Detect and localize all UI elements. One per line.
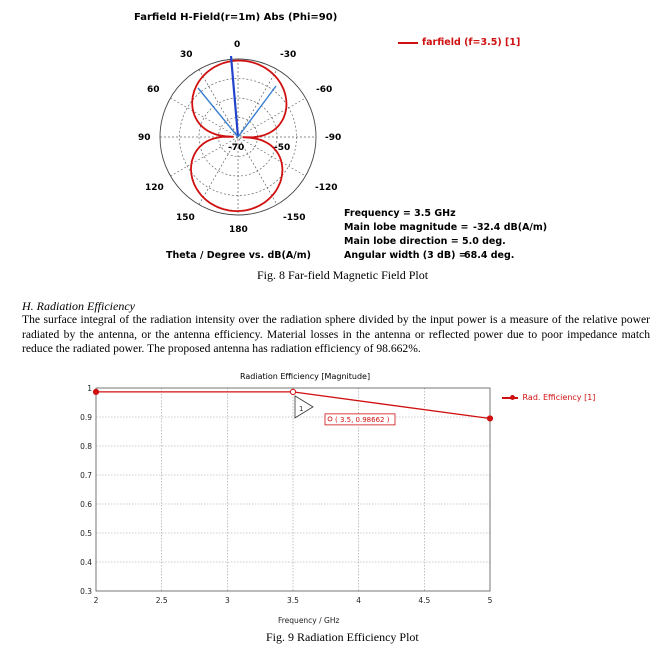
y-tick-0.6: 0.6	[80, 500, 92, 509]
y-tick-0.4: 0.4	[80, 558, 92, 567]
chart-title: Radiation Efficiency [Magnitude]	[240, 372, 371, 381]
beamwidth-line-right	[238, 86, 276, 137]
section-heading: H. Radiation Efficiency	[22, 299, 135, 313]
angle-0: 0	[234, 40, 241, 50]
ring-label-neg50: -50	[274, 143, 291, 153]
x-tick-3.5: 3.5	[287, 596, 299, 605]
y-tick-0.7: 0.7	[80, 471, 92, 480]
info-main-lobe-mag-label: Main lobe magnitude =	[344, 222, 469, 233]
angle-60: 60	[147, 85, 160, 95]
x-tick-4: 4	[356, 596, 362, 605]
info-frequency: Frequency = 3.5 GHz	[344, 208, 456, 219]
angle-neg30: -30	[280, 50, 297, 60]
info-main-lobe-dir-value: 5.0 deg.	[462, 236, 506, 247]
angle-120: 120	[145, 183, 164, 193]
angle-neg150: -150	[283, 213, 306, 223]
x-tick-5: 5	[487, 596, 493, 605]
marker-text: ( 3.5, 0.98662 )	[335, 415, 390, 424]
chart-xlabel: Frequency / GHz	[278, 616, 340, 625]
x-tick-2.5: 2.5	[155, 596, 168, 605]
marker-number: 1	[299, 404, 304, 413]
angle-neg90: -90	[325, 133, 342, 143]
angle-150: 150	[176, 213, 195, 223]
info-angular-width-value: 68.4 deg.	[464, 250, 515, 261]
legend-marker-icon	[510, 395, 515, 400]
beamwidth-line-left	[198, 88, 238, 137]
angle-90: 90	[138, 133, 151, 143]
angle-neg60: -60	[316, 85, 333, 95]
section-paragraph: The surface integral of the radiation intensity over the radiation sphere divided by the input power is a measure of the relative power radiated by the antenna, or the antenna efficiency. Material losses in the antenna or reflected power due to poor impedance match reduce the radiated power. The proposed antenna has radiation efficiency of 98.662%.	[22, 313, 650, 356]
x-tick-2: 2	[93, 596, 99, 605]
data-point-0	[93, 389, 98, 394]
polar-plot-title: Farfield H-Field(r=1m) Abs (Phi=90)	[134, 12, 338, 23]
series-line-0	[96, 392, 490, 419]
y-tick-0.8: 0.8	[80, 442, 92, 451]
angle-neg120: -120	[315, 183, 338, 193]
angle-30: 30	[180, 50, 193, 60]
chart-legend	[502, 393, 595, 402]
info-angular-width-label: Angular width (3 dB) =	[344, 250, 467, 261]
fig9-caption: Fig. 9 Radiation Efficiency Plot	[266, 630, 419, 644]
data-point-1	[290, 389, 295, 394]
fig8-caption: Fig. 8 Far-field Magnetic Field Plot	[257, 268, 429, 282]
ring-label-neg70: -70	[228, 143, 245, 153]
x-tick-3: 3	[224, 596, 230, 605]
info-main-lobe-mag-value: -32.4 dB(A/m)	[473, 222, 548, 233]
legend-line-icon	[398, 42, 418, 44]
y-tick-0.9: 0.9	[80, 413, 92, 422]
angle-180: 180	[229, 225, 248, 235]
polar-xaxis-label: Theta / Degree vs. dB(A/m)	[166, 250, 311, 261]
main-lobe-line	[231, 56, 238, 137]
info-main-lobe-dir-label: Main lobe direction =	[344, 236, 459, 247]
y-tick-0.3: 0.3	[80, 587, 92, 596]
y-tick-1: 1	[87, 384, 92, 393]
polar-plot	[130, 40, 345, 240]
legend-label: Rad. Efficiency [1]	[522, 393, 596, 402]
marker-flag	[295, 396, 313, 418]
polar-legend-label: farfield (f=3.5) [1]	[422, 37, 521, 48]
data-point-2	[487, 416, 492, 421]
y-tick-0.5: 0.5	[80, 529, 92, 538]
polar-legend	[398, 37, 520, 48]
efficiency-chart	[70, 380, 650, 625]
x-tick-4.5: 4.5	[418, 596, 431, 605]
